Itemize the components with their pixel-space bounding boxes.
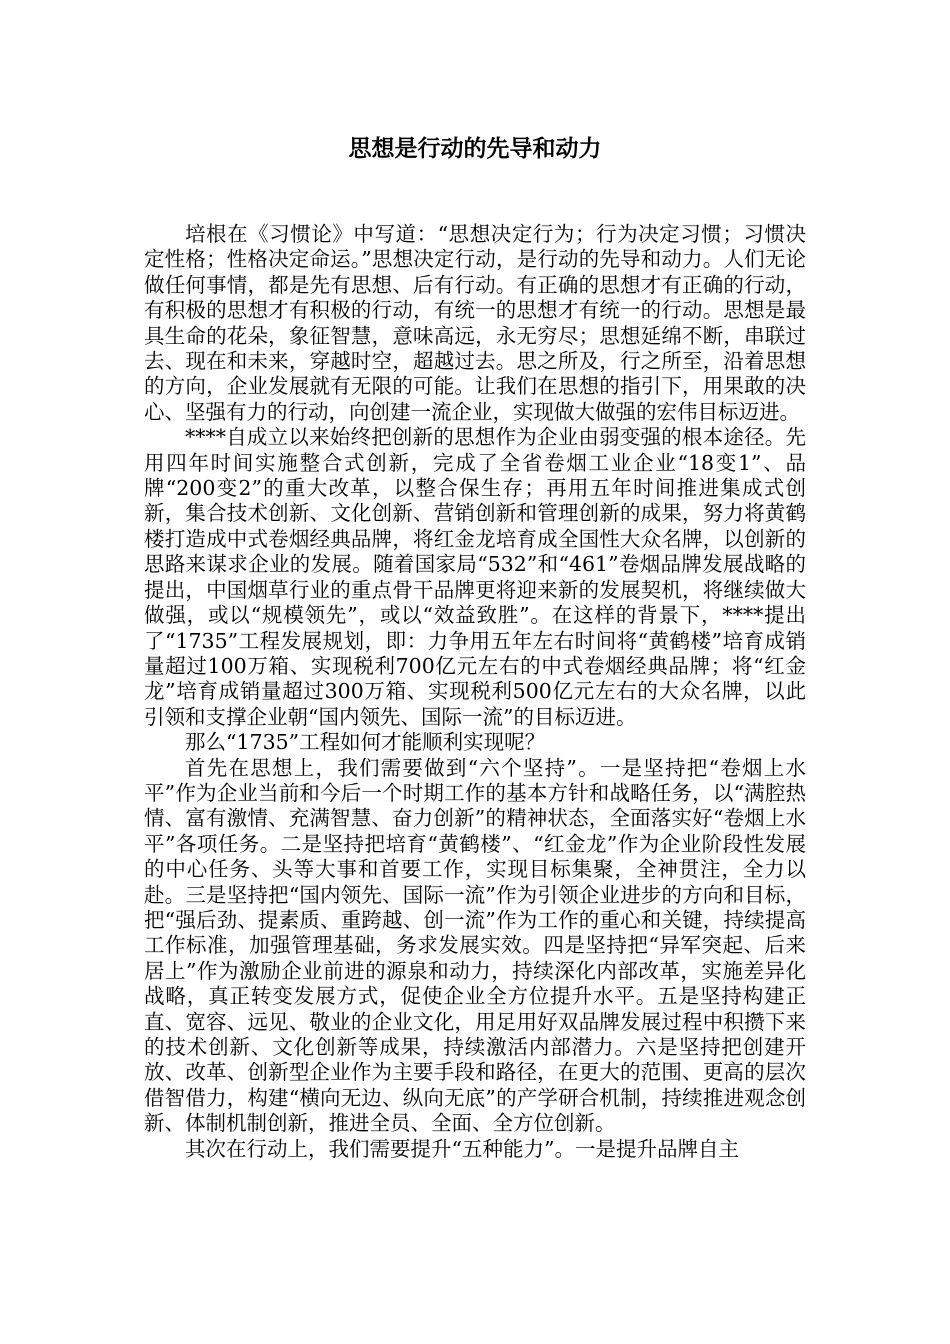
- paragraph-5: 其次在行动上，我们需要提升“五种能力”。一是提升品牌自主: [185, 1136, 739, 1161]
- paragraph-4: 首先在思想上，我们需要做到“六个坚持”。一是坚持把“卷烟上水平”作为企业当前和今后一个时期工作的基本方针和战略任务，以“满腔热情、富有激情、充满智慧、奋力创新”的精神状态，全面落实好“卷烟上水平”各项任务。二是坚持把培育“黄鹤楼”、“红金龙”作为企业阶段性发展的中心任务、头等大事和首要工作，实现目标集聚，全神贯注，全力以赴。三是坚持把“国内领先、国际一流”作为引领企业进步的方向和目标，把“强后劲、提素质、重跨越、创一流”作为工作的重心和关键，持续提高工作标准，加强管理基础，务求发展实效。四是坚持把“异军突起、后来居上”作为激励企业前进的源泉和动力，持续深化内部改革，实施差异化战略，真正转变发展方式，促使企业全方位提升水平。五是坚持构建正直、宽容、远见、敬业的企业文化，用足用好双品牌发展过程中积攒下来的技术创新、文化创新等成果，持续激活内部潜力。六是坚持把创建开放、改革、创新型企业作为主要手段和路径，在更大的范围、更高的层次借智借力，构建“横向无边、纵向无底”的产学研合机制，持续推进观念创新、体制机制创新，推进全员、全面、全方位创新。: [144, 755, 806, 1136]
- paragraph-3: 那么“1735”工程如何才能顺利实现呢？: [185, 730, 546, 755]
- document-body: [144, 222, 806, 1162]
- page-title: 思想是行动的先导和动力: [348, 136, 602, 162]
- paragraph-2: ****自成立以来始终把创新的思想作为企业由弱变强的根本途径。先用四年时间实施整合式创新，完成了全省卷烟工业企业“18变1”、品牌“200变2”的重大改革，以整合保生存；再用五年时间推进集成式创新，集合技术创新、文化创新、营销创新和管理创新的成果，努力将黄鹤楼打造成中式卷烟经典品牌，将红金龙培育成全国性大众名牌，以创新的思路来谋求企业的发展。随着国家局“532”和“461”卷烟品牌发展战略的提出，中国烟草行业的重点骨干品牌更将迎来新的发展契机，将继续做大做强，或以“规模领先”，或以“效益致胜”。在这样的背景下，****提出了“1735”工程发展规划，即：力争用五年左右时间将“黄鹤楼”培育成销量超过100万箱、实现税利700亿元左右的中式卷烟经典品牌；将“红金龙”培育成销量超过300万箱、实现税利500亿元左右的大众名牌，以此引领和支撑企业朝“国内领先、国际一流”的目标迈进。: [144, 425, 806, 729]
- paragraph-1: 培根在《习惯论》中写道：“思想决定行为；行为决定习惯；习惯决定性格；性格决定命运。”思想决定行动，是行动的先导和动力。人们无论做任何事情，都是先有思想、后有行动。有正确的思想才有正确的行动，有积极的思想才有积极的行动，有统一的思想才有统一的行动。思想是最具生命的花朵，象征智慧，意味高远，永无穷尽；思想延绵不断，串联过去、现在和未来，穿越时空，超越过去。思之所及，行之所至，沿着思想的方向，企业发展就有无限的可能。让我们在思想的指引下，用果敢的决心、坚强有力的行动，向创建一流企业，实现做大做强的宏伟目标迈进。: [144, 222, 806, 424]
